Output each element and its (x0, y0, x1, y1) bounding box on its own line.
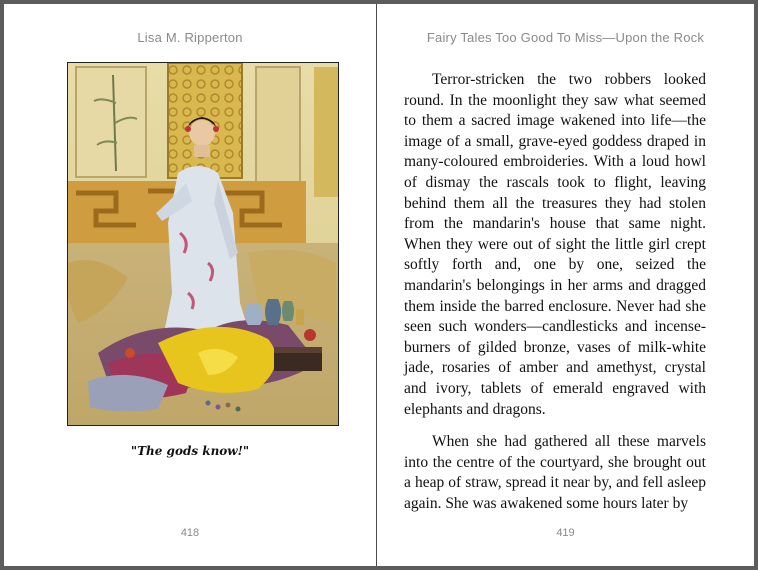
author-running-head: Lisa M. Ripperton (137, 30, 243, 45)
title-running-head: Fairy Tales Too Good To Miss—Upon the Rock (426, 30, 705, 45)
story-illustration[interactable] (67, 62, 339, 426)
paragraph: When she had gathered all these marvels into the centre of the courtyard, she brought out a heap of straw, spread it near by, and fell asleep again. She was awakened some hours later by (404, 433, 706, 512)
story-text[interactable] (404, 70, 706, 526)
right-page-number: 419 (556, 527, 575, 539)
left-page-number: 418 (180, 527, 200, 539)
paragraph: Terror-stricken the two robbers looked round. In the moonlight they saw what seemed to them a sacred image wakened into life—the image of a small, grave-eyed goddess draped in many-coloured embroideries. With a loud howl of dismay the rascals took to flight, leaving behind them all the treasures they had stolen from the mandarin's house that same night. When they were out of sight the little girl crept softly forth and, one by one, seized the mandarin's belongings in her arms and dragged them inside the barred enclosure. Never had she seen such wonders—candlesticks and incense-burners of gilded bronze, vases of milk-white jade, rosaries of amber and amethyst, crystal and ivory, tablets of emerald engraved with elephants and dragons. (404, 71, 706, 418)
illustration-caption: "The gods know!" (130, 444, 250, 458)
left-page[interactable] (4, 4, 376, 566)
right-page[interactable] (377, 4, 754, 566)
